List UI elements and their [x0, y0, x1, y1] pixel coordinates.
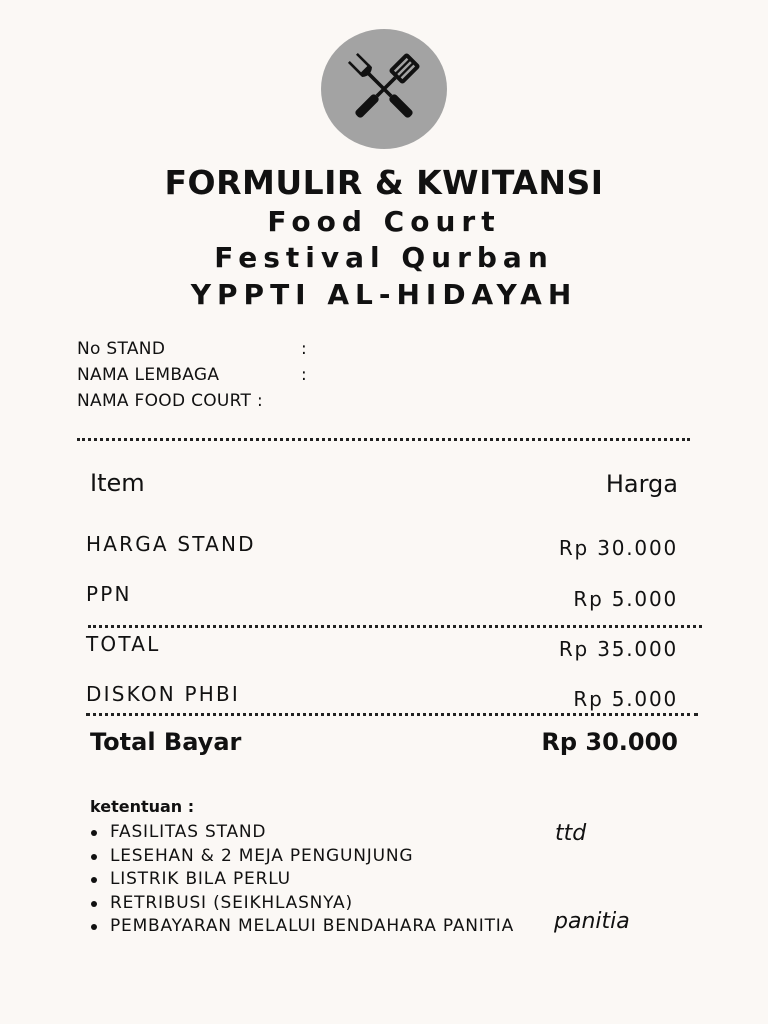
row-price-total: Rp 35.000 [558, 637, 678, 661]
total-bayar-label: Total Bayar [90, 728, 242, 756]
field-nama-food-court [77, 391, 263, 411]
field-label: NAMA LEMBAGA [77, 365, 220, 385]
row-price-harga-stand: Rp 30.000 [558, 536, 678, 560]
spatula-fork-icon [321, 29, 447, 149]
field-no-stand [77, 339, 307, 359]
field-label: NAMA FOOD COURT [77, 391, 252, 411]
column-header-item: Item [90, 469, 145, 497]
field-separator: : [301, 339, 308, 359]
terms-list [90, 821, 520, 939]
list-item: LESEHAN & 2 MEJA PENGUNJUNG [90, 845, 520, 869]
field-separator: : [256, 391, 263, 411]
logo [321, 29, 447, 149]
field-label: No STAND [77, 339, 166, 359]
subtitle-organization: YPPTI AL-HIDAYAH [190, 278, 578, 311]
row-item-ppn: PPN [86, 582, 132, 606]
row-item-total: TOTAL [86, 632, 161, 656]
divider-dotted [88, 625, 702, 628]
subtitle-festival: Festival Qurban [214, 241, 554, 274]
list-item: RETRIBUSI (SEIKHLASNYA) [90, 892, 520, 916]
signature-ttd: ttd [555, 821, 587, 846]
signature-panitia: panitia [554, 909, 630, 934]
field-nama-lembaga [77, 365, 307, 385]
list-item: LISTRIK BILA PERLU [90, 868, 520, 892]
terms-title: ketentuan : [90, 797, 195, 816]
list-item: PEMBAYARAN MELALUI BENDAHARA PANITIA [90, 915, 520, 939]
row-price-ppn: Rp 5.000 [573, 587, 678, 611]
row-item-diskon: DISKON PHBI [86, 682, 240, 706]
column-header-price: Harga [605, 470, 678, 498]
divider-dotted [86, 713, 698, 716]
subtitle-food-court: Food Court [267, 205, 501, 238]
list-item: FASILITAS STAND [90, 821, 520, 845]
field-separator: : [301, 365, 308, 385]
divider-dotted [77, 438, 690, 441]
total-bayar-value: Rp 30.000 [541, 728, 678, 756]
row-price-diskon: Rp 5.000 [573, 687, 678, 711]
form-title: FORMULIR & KWITANSI [164, 163, 604, 202]
row-item-harga-stand: HARGA STAND [86, 532, 256, 556]
